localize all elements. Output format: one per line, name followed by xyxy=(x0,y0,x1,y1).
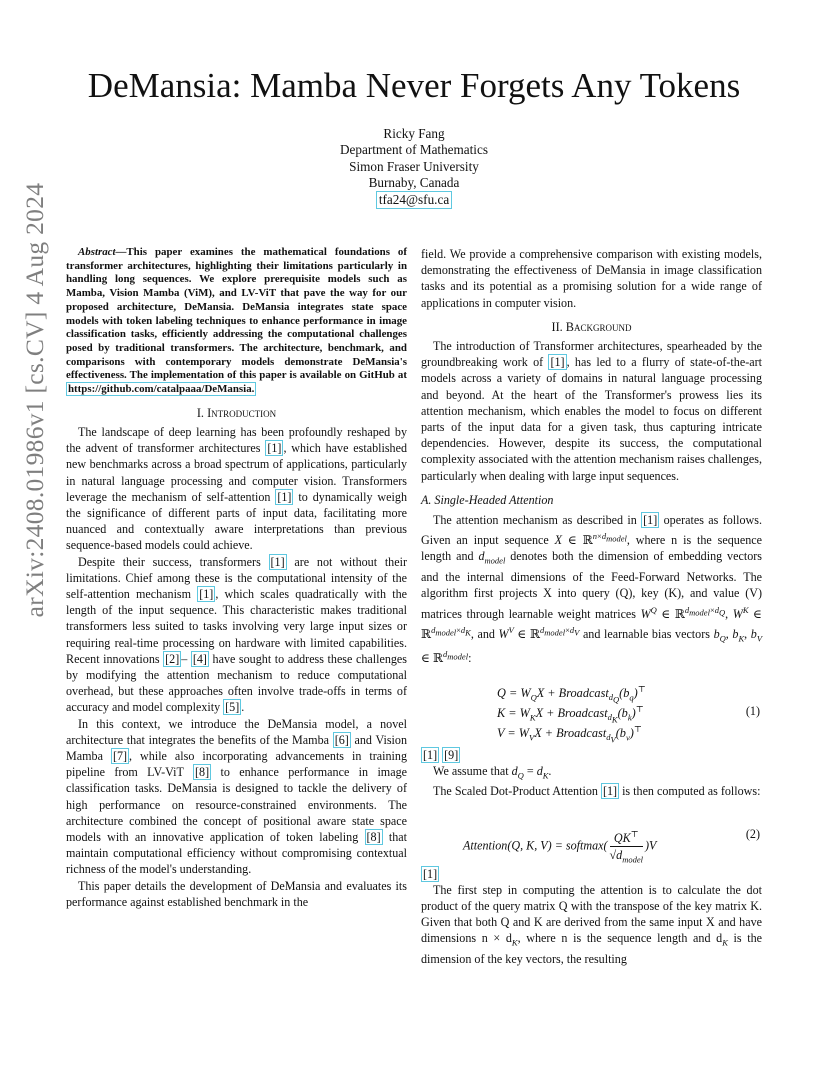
intro-paragraph-4-continued: field. We provide a comprehensive comparison with existing models, demonstrating the effectiveness of DeMansia in image classification tasks and its potential as a promising solution for a wide range of applications in computer vision. xyxy=(421,247,762,310)
citation-link[interactable]: [1] xyxy=(277,489,292,504)
citation-link[interactable]: [1] xyxy=(267,441,282,456)
author-dept: Department of Mathematics xyxy=(340,142,488,158)
arxiv-watermark: arXiv:2408.01986v1 [cs.CV] 4 Aug 2024 xyxy=(20,182,49,618)
first-step-paragraph: The first step in computing the attention is to calculate the dot product of the query matrix Q with the transpose of the key matrix K. Given that both Q and K are derived from the same input X and have dimensions $n \times d_K$, where n is the sequence length and $d_K$ is the dimension of the key vectors, the resulting xyxy=(421,882,762,967)
author-block xyxy=(0,126,828,209)
paper-title: DeMansia: Mamba Never Forgets Any Tokens xyxy=(87,66,741,105)
citation-link[interactable]: [1] xyxy=(550,355,565,370)
scaled-attention-intro: The Scaled Dot-Product Attention [1] is then computed as follows: xyxy=(433,784,761,799)
author-email-link[interactable]: tfa24@sfu.ca xyxy=(376,191,452,209)
intro-paragraph-2: Despite their success, transformers [1] are not without their limitations. Chief among these is the computational intensity of the self-attention mechanism [1] , which scales quadratically with the length of the input sequence. This characteristic makes traditional transformers less suited to tasks involving very large input sizes or requiring real-time processing on hardware with limited capabilities. Recent innovations [2] – [4] have sought to address these challenges by modifying the attention mechanism to reduce computational overhead, but these approaches often involve trade-offs in terms of accuracy and model complexity [5] . xyxy=(66,554,407,715)
citation-link[interactable]: [1] xyxy=(270,554,285,569)
author-name: Ricky Fang xyxy=(383,126,445,141)
citation-link[interactable]: [4] xyxy=(192,651,207,666)
equation-number: (2) xyxy=(745,826,760,841)
equation-number: (1) xyxy=(745,703,760,718)
intro-paragraph-1: The landscape of deep learning has been profoundly reshaped by the advent of transformer architectures [1] , which have established new benchmarks across a broad spectrum of applications, particularly in natural language processing and computer vision. Transformers leverage the mechanism of self-attention [1] to dynamically weigh the significance of different parts of input data, facilitating more nuanced and contextually aware interpretations than previous sequence-based models could achieve. xyxy=(66,424,408,553)
citation-link[interactable]: [9] xyxy=(444,747,459,762)
author-location: Burnaby, Canada xyxy=(368,174,460,190)
citation-link[interactable]: [8] xyxy=(195,765,210,780)
background-paragraph-1: The introduction of Transformer architectures, spearheaded by the groundbreaking work of [1] , has led to a flurry of state-of-the-art models across a variety of domains in natural language processing and beyond. At the heart of the Transformer's prowess lies its attention mechanism, which enables the model to focus on different parts of the input data for a given task, thus capturing intricate dependencies. However, despite its success, the computational complexity associated with the attention mechanism raises challenges, particularly when dealing with large input sequences. xyxy=(421,339,762,483)
section-heading-background: II. Background xyxy=(551,319,632,334)
subsection-heading-single-headed-attention: A. Single-Headed Attention xyxy=(421,492,554,507)
github-link[interactable]: https://github.com/catalpaaa/DeMansia. xyxy=(68,383,255,396)
citation-link[interactable]: [1] xyxy=(199,586,214,601)
intro-paragraph-3: In this context, we introduce the DeMansia model, a novel architecture that integrates the benefits of the Mamba [6] and Vision Mamba [7] , while also incorporating advancements in training pipeline from LV-ViT [8] to enhance performance in image classification tasks. DeMansia is designed to tackle the delivery of high performance on resource-constrained environments. The architecture combined the concept of positional aware state space models with an innovative application of token labeling [8] that maintain computational efficiency without compromising contextual richness of the model's understanding. xyxy=(66,716,407,877)
attention-paragraph-1: The attention mechanism as described in [1] operates as follows. Given an input sequence X ∈ ℝ$^{n\times d_{model}}$, where n is the sequence length and $d_{model}$ denotes both the dimension of embedding vectors and the internal dimensions of the Feed-Forward Networks. The algorithm first projects X into query (Q), key (K), and value (V) matrices through learnable weight matrices $W^Q$ ∈ ℝ$^{d_{model}\times d_Q}$, $W^K$ ∈ ℝ$^{d_{model}\times d_K}$, and $W^V$ ∈ ℝ$^{d_{model}\times d_V}$ and learnable bias vectors $b_Q$, $b_K$, $b_V$ ∈ ℝ$^{d_{model}}$: xyxy=(421,513,763,666)
right-column xyxy=(421,246,762,967)
citation-link[interactable]: [2] xyxy=(165,651,180,666)
citation-link[interactable]: [7] xyxy=(112,749,128,763)
equation-2-citation xyxy=(421,866,762,882)
author-univ: Simon Fraser University xyxy=(349,158,479,174)
citation-link[interactable]: [8] xyxy=(366,830,381,845)
equation-2: Attention(Q, K, V) = softmax( $\frac{QK^⊤}{√d_{model}}$ )V (2) xyxy=(463,826,760,865)
abstract: Abstract—This paper examines the mathematical foundations of transformer architectures, highlighting their limitations particularly in handling long sequences. We explore prerequisite models such as Mamba, Vision Mamba (ViM), and LV-ViT that pave the way for our proposed architecture, DeMansia. DeMansia integrates state space models with token labeling techniques to enhance performance in image classification tasks, efficiently addressing the computational challenges posed by traditional transformers. The architecture, benchmark, and comparisons with contemporary models demonstrate DeMansia's effectiveness. The implementation of this paper is available on GitHub at https://github.com/catalpaaa/DeMansia. xyxy=(66,246,407,396)
left-column xyxy=(66,246,407,910)
assumption-line: We assume that $d_Q = d_K$. xyxy=(433,763,552,781)
citation-link[interactable]: [1] xyxy=(423,866,438,881)
citation-link[interactable]: [1] xyxy=(423,747,438,762)
intro-paragraph-4: This paper details the development of DeMansia and evaluates its performance against established benchmark in the xyxy=(66,878,407,909)
equation-1: $Q = W_QX$ + $Broadcast_{d_Q}(b_q)^⊤$ $K = W_KX$ + $Broadcast_{d_K}(b_k)^⊤$ $V = W_VX$ + $Broadcast_{d_V}(b_v)^⊤$ (1) xyxy=(497,683,760,745)
equation-1-citations xyxy=(421,747,762,763)
citation-link[interactable]: [1] xyxy=(602,784,618,799)
citation-link[interactable]: [6] xyxy=(334,732,349,747)
citation-link[interactable]: [5] xyxy=(225,700,240,715)
citation-link[interactable]: [1] xyxy=(643,513,658,528)
section-heading-introduction: I. Introduction xyxy=(196,405,277,420)
